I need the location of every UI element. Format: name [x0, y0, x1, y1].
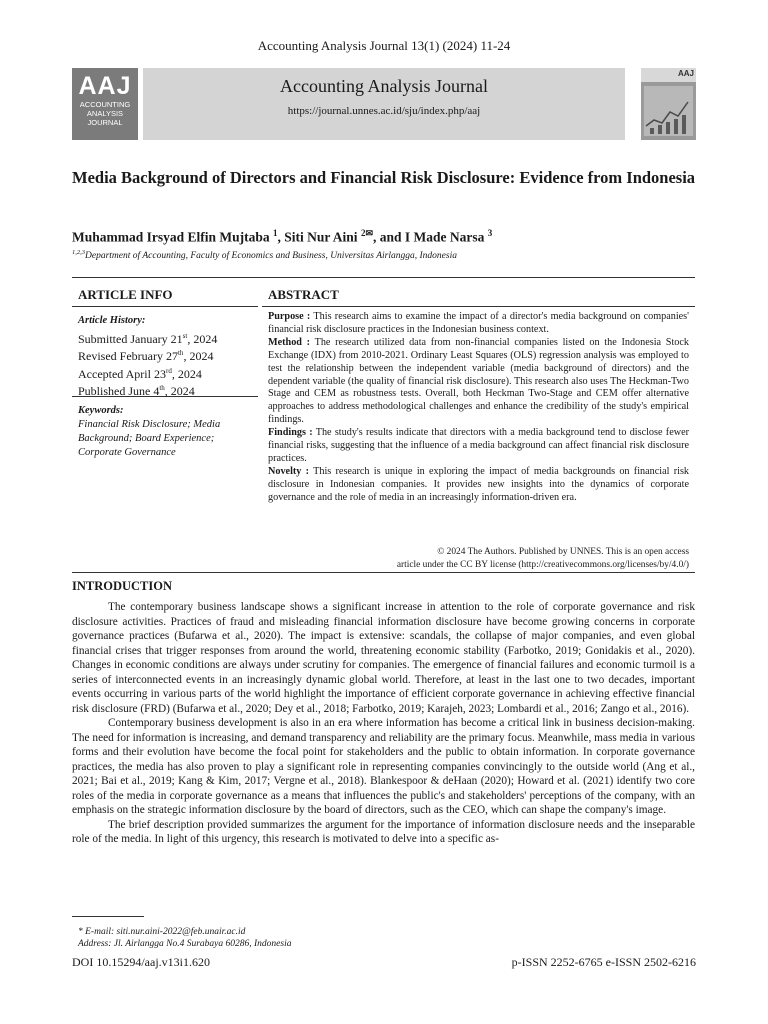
affiliation: $^{1,2,3}$Department of Accounting, Faculty of Economics and Business, Universitas Airlangga, Indonesia: [72, 249, 457, 262]
abstract-novelty: Novelty : This research is unique in exploring the impact of media backgrounds on financial risk disclosure in Indonesian companies. It provides new insights into the dynamics of corporate governance and the role of media in an increasingly information-driven era.: [268, 465, 689, 503]
cover-image: [644, 86, 693, 136]
paragraph: Contemporary business development is also in an era where information has become a critical link in business decision-making. The need for information is increasing, and demand transparency and reliability are the primary focus. Meanwhile, mass media in various forms and their evolution have become the focal point for stakeholders and the public to obtain information. In corporate governance practices, the media has also proven to play a significant role in representing companies convincingly to the outside world (Ang et al., 2021; Bai et al., 2019; Kang & Kim, 2017; Vergne et al., 2018). Blankespoor & deHaan (2020); Howard et al. (2021) identify two core roles of the media in corporate governance as a means that influences the public's and stakeholders' perceptions of the company, with an emphasis on the strategic information disclosure by the board of directors, such as the CEO, which can shape the company's image.: [72, 717, 695, 816]
abstract-findings: Findings : The study's results indicate that directors with a media background tend to disclose fewer financial risks, suggesting that the influence of a media background can affect financial risk disclosure practices.: [268, 427, 689, 464]
journal-logo: [72, 68, 138, 140]
abstract-purpose: Purpose : This research aims to examine the impact of a director's media background on companies' financial risk disclosure practices in the Indonesian business context.: [268, 311, 689, 335]
divider-top: [72, 277, 695, 278]
journal-masthead: [72, 68, 696, 140]
article-history: [78, 314, 256, 399]
author-1: Muhammad Irsyad Elfin Mujtaba: [72, 229, 270, 245]
journal-name: Accounting Analysis Journal: [280, 76, 488, 96]
journal-banner: [143, 68, 625, 140]
introduction-heading: INTRODUCTION: [72, 579, 173, 593]
article-title: Media Background of Directors and Financial Risk Disclosure: Evidence from Indonesia: [72, 168, 696, 187]
paragraph: The contemporary business landscape shows a significant increase in attention to the role of corporate governance and risk disclosure activities. Practices of fraud and misleading financial information disclosure have become growing concerns in corporate governance practices (Bufarwa et al., 2020). The impact is extensive: scandals, the collapse of major companies, and even global financial crises that trigger responses from around the world, threatening economic stability (Farbotko, 2019; Gonidakis et al., 2020). Changes in economic conditions are always under scrutiny for companies. The emergence of financial failures and economic turmoil is a series of interconnected events in an increasingly dynamic global world. Therefore, at least in the last one to two decades, important events occurring in various parts of the world highlight the importance of efficient corporate governance in achieving effective financial risk disclosure (FRD) (Bufarwa et al., 2020; Dey et al., 2018; Farbotko, 2019; Karajeh, 2023; Lombardi et al., 2016; Zango et al., 2016).: [72, 601, 695, 715]
revised-date: Revised February 27th, 2024: [78, 349, 214, 363]
history-label: Article History:: [78, 315, 146, 326]
keywords-list: Financial Risk Disclosure; Media Background; Board Experience; Corporate Governance: [78, 419, 221, 458]
divider-abstract: [262, 306, 695, 307]
issn: p-ISSN 2252-6765 e-ISSN 2502-6216: [511, 955, 696, 969]
author-list: Muhammad Irsyad Elfin Mujtaba $^1$, Siti Nur Aini $^{2✉}$, and I Made Narsa $^3$: [72, 228, 493, 245]
logo-text: AAJ: [78, 72, 132, 100]
correspondence-address: Address: Jl. Airlangga No.4 Surabaya 60286, Indonesia: [78, 939, 292, 949]
footnote-rule: [72, 916, 144, 917]
cover-tag: AAJ: [677, 69, 694, 78]
introduction-body: [72, 600, 695, 847]
correspondence-email[interactable]: * E-mail: siti.nur.aini-2022@feb.unair.ac.id: [78, 927, 246, 937]
divider-info: [72, 306, 258, 307]
journal-url[interactable]: https://journal.unnes.ac.id/sju/index.php/aaj: [287, 105, 481, 117]
submitted-date: Submitted January 21st, 2024: [78, 331, 218, 346]
author-2: Siti Nur Aini: [284, 229, 358, 245]
journal-cover-thumbnail: [641, 68, 696, 140]
copyright-notice: © 2024 The Authors. Published by UNNES. This is an open access article under the CC BY license (http://creativecommons.org/licenses/by/4.0/): [268, 546, 689, 572]
article-info-heading: ARTICLE INFO: [78, 287, 173, 302]
logo-subtext-1: ACCOUNTING: [79, 100, 131, 109]
correspondence-footnote: [78, 926, 291, 950]
logo-subtext-3: JOURNAL: [87, 118, 123, 127]
divider-bottom: [72, 572, 695, 573]
running-head: Accounting Analysis Journal 13(1) (2024) 11-24: [257, 38, 511, 53]
accepted-date: Accepted April 23rd, 2024: [78, 366, 202, 381]
abstract-heading: ABSTRACT: [268, 287, 339, 302]
abstract-method: Method : The research utilized data from non-financial companies listed on the Indonesia Stock Exchange (IDX) from 2010-2021. Ordinary Least Squares (OLS) regression analysis was employed to test the relationship between the independent variable (media background of directors) and the dependent variable (the quality of financial risk disclosure). This research also uses The Heckman-Two Stage and CEM as robustness tests. Overall, both Heckman Two-Stage and CEM offer alternative approaches to address methodological challenges and enhance the credibility of the study's empirical findings.: [268, 336, 689, 426]
paragraph: The brief description provided summarizes the argument for the importance of information disclosure needs and the inseparable role of the media. In light of this urgency, this research is motivated to delve into a specific as-: [72, 818, 695, 845]
keywords: [78, 404, 256, 460]
logo-subtext-2: ANALYSIS: [86, 109, 124, 118]
license-link[interactable]: article under the CC BY license (http://creativecommons.org/licenses/by/4.0/): [396, 560, 689, 570]
author-3: , and I Made Narsa: [372, 229, 485, 245]
doi[interactable]: DOI 10.15294/aaj.v13i1.620: [72, 955, 210, 969]
keywords-label: Keywords:: [78, 405, 124, 416]
abstract-body: [268, 311, 689, 505]
published-date: Published June 4th, 2024: [78, 384, 195, 398]
